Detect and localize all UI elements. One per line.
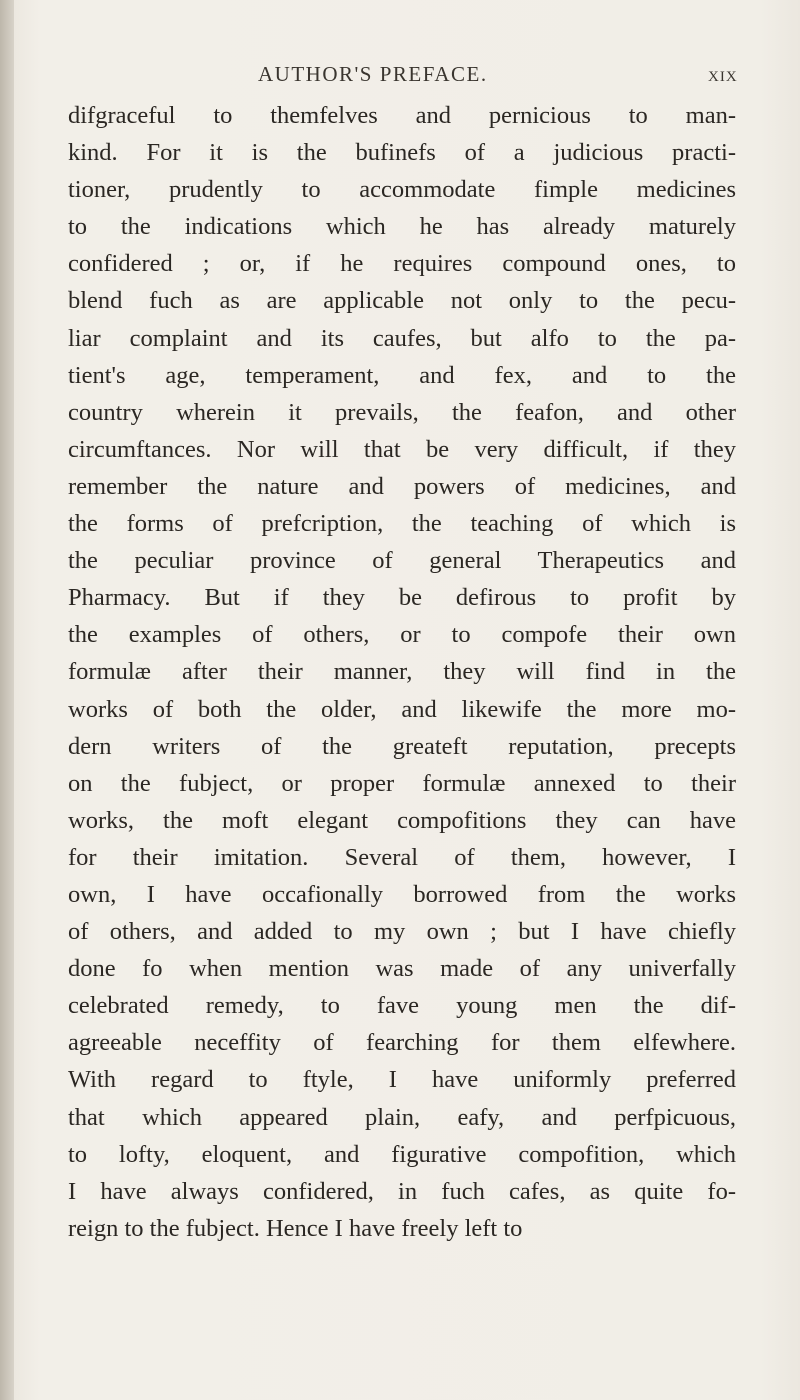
text-line: to the indications which he has already maturely	[68, 213, 736, 241]
text-line: kind. For it is the bufinefs of a judicious practi-	[68, 139, 736, 167]
text-line: the forms of prefcription, the teaching of which is	[68, 510, 736, 538]
text-line: on the fubject, or proper formulæ annexed to their	[68, 769, 736, 797]
text-line: celebrated remedy, to fave young men the dif-	[68, 992, 736, 1020]
text-line: country wherein it prevails, the feafon, and other	[68, 398, 736, 426]
text-line: tioner, prudently to accommodate fimple medicines	[68, 176, 736, 204]
text-line: own, I have occafionally borrowed from the works	[68, 880, 736, 908]
text-line: liar complaint and its caufes, but alfo to the pa-	[68, 324, 736, 352]
text-line: With regard to ftyle, I have uniformly preferred	[68, 1066, 736, 1094]
running-head: AUTHOR'S PREFACE.	[258, 62, 488, 86]
text-line: that which appeared plain, eafy, and perfpicuous,	[68, 1103, 736, 1131]
text-line: confidered ; or, if he requires compound ones, to	[68, 250, 736, 278]
text-line: formulæ after their manner, they will find in the	[68, 658, 736, 686]
text-line: Pharmacy. But if they be defirous to profit by	[68, 584, 736, 612]
text-line: remember the nature and powers of medicines, and	[68, 472, 736, 500]
page-gutter-shadow	[0, 0, 14, 1400]
text-line: for their imitation. Several of them, however, I	[68, 843, 736, 871]
text-line: done fo when mention was made of any univerfally	[68, 955, 736, 983]
text-line: works, the moft elegant compofitions they can have	[68, 806, 736, 834]
page-header	[0, 62, 800, 92]
body-text	[68, 97, 736, 1247]
text-line: difgraceful to themfelves and pernicious to man-	[68, 102, 736, 129]
text-line: agreeable neceffity of fearching for them elfewhere.	[68, 1029, 736, 1057]
text-line: works of both the older, and likewife the more mo-	[68, 695, 736, 723]
text-line: blend fuch as are applicable not only to the pecu-	[68, 287, 736, 315]
text-line: circumftances. Nor will that be very difficult, if they	[68, 435, 736, 463]
text-line: tient's age, temperament, and fex, and to the	[68, 361, 736, 389]
text-line: I have always confidered, in fuch cafes, as quite fo-	[68, 1177, 736, 1205]
text-line: of others, and added to my own ; but I have chiefly	[68, 918, 736, 946]
text-line: reign to the fubject. Hence I have freely left to	[68, 1214, 523, 1242]
text-line: dern writers of the greateft reputation, precepts	[68, 732, 736, 760]
text-line: the examples of others, or to compofe their own	[68, 621, 736, 649]
text-line: the peculiar province of general Therapeutics and	[68, 547, 736, 575]
page-number: xix	[708, 62, 738, 86]
text-line: to lofty, eloquent, and figurative compofition, which	[68, 1140, 736, 1168]
